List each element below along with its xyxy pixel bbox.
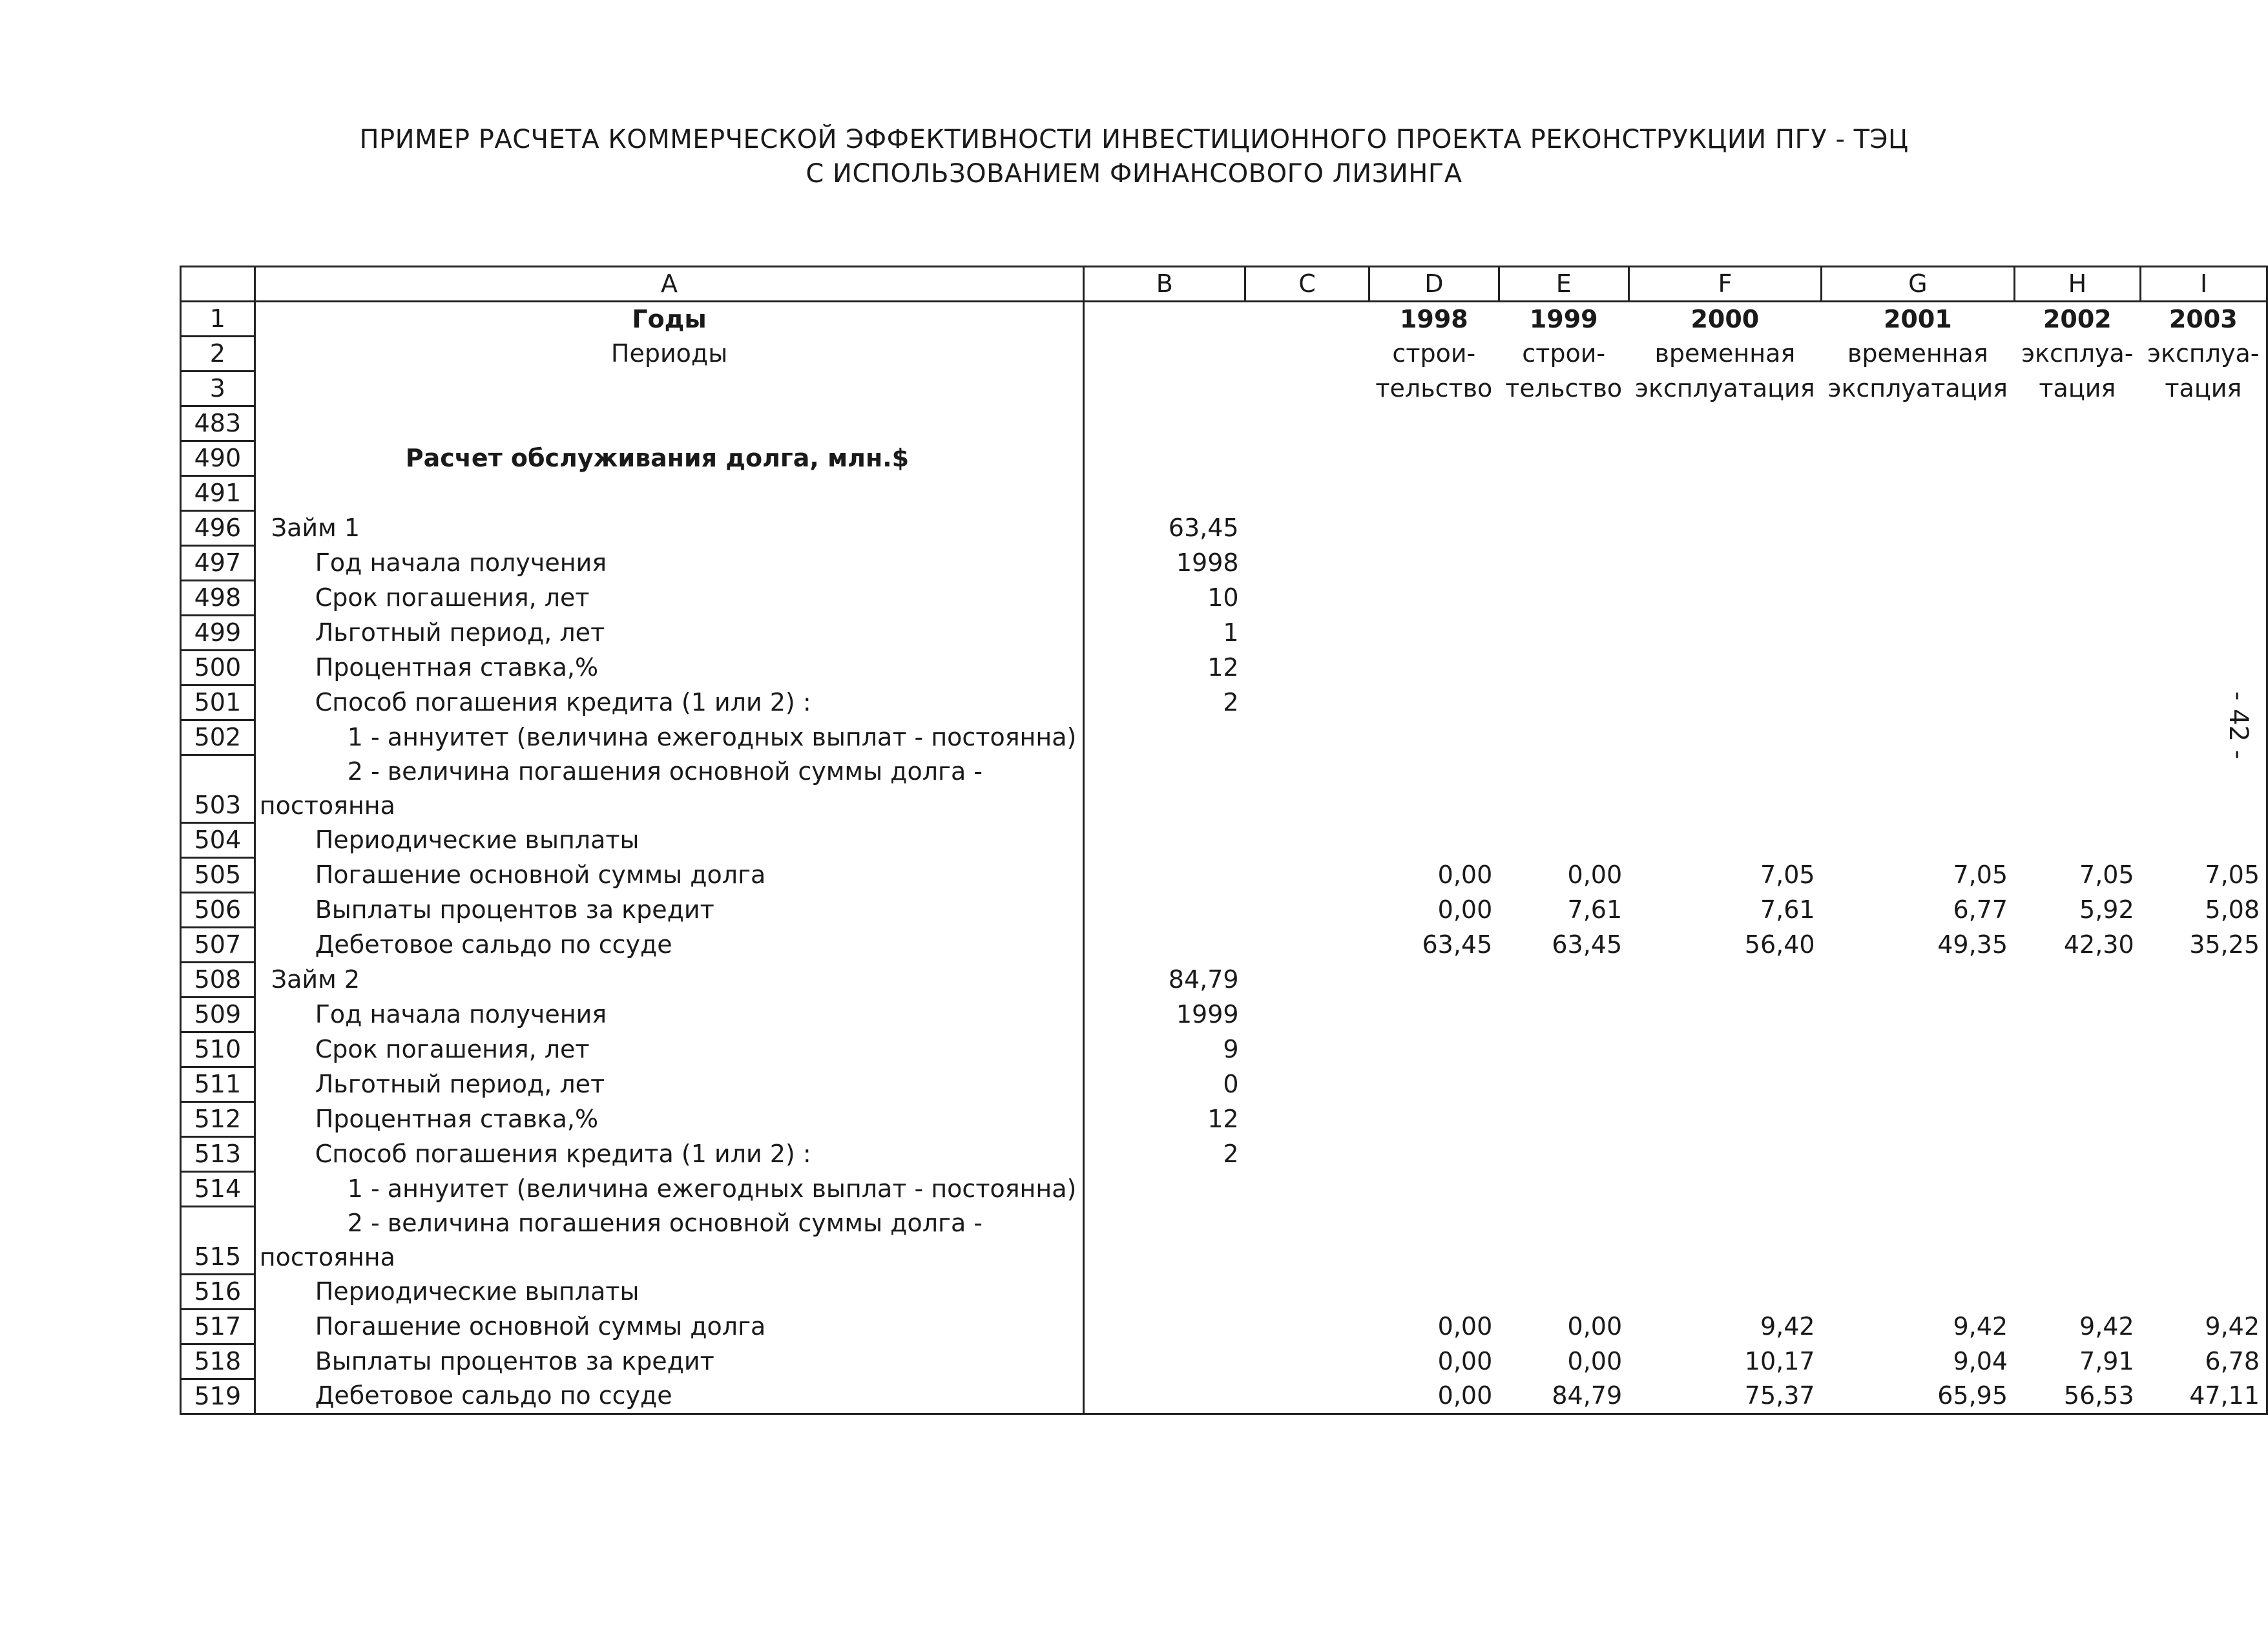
cell-value: 10,17 — [1744, 1347, 1815, 1375]
cell-value: 5,92 — [2079, 895, 2134, 924]
cell-label: Дебетовое сальдо по ссуде — [255, 928, 1084, 963]
row-number[interactable]: 496 — [181, 511, 255, 546]
cell-value: 2 — [1223, 1140, 1239, 1168]
cell-periods-label: Периоды — [255, 337, 1084, 371]
cell-value: 12 — [1207, 653, 1239, 682]
table-row — [181, 685, 2267, 720]
cell-value: 9,42 — [1760, 1312, 1815, 1341]
cell-period: временная — [1654, 339, 1796, 368]
cell-value: 0,00 — [1567, 1347, 1623, 1375]
cell-value: 49,35 — [1937, 930, 2008, 959]
cell-value: 65,95 — [1822, 1379, 2014, 1414]
cell-value: 84,79 — [1499, 1379, 1628, 1414]
row-number[interactable]: 504 — [181, 823, 255, 858]
cell-value: 9 — [1223, 1035, 1239, 1063]
cell-value: 84,79 — [1168, 965, 1239, 994]
cell-label: постоянна — [255, 1240, 1084, 1275]
cell-label: Льготный период, лет — [255, 1067, 1084, 1102]
row-number[interactable]: 516 — [181, 1275, 255, 1310]
cell-year: 2002 — [2043, 304, 2112, 333]
cell-value: 7,05 — [2141, 858, 2267, 893]
row-number[interactable]: 517 — [181, 1310, 255, 1344]
cell-value: 47,11 — [2141, 1379, 2267, 1414]
cell-period: тация — [2039, 374, 2116, 402]
table-row — [181, 476, 2267, 511]
cell-label: Процентная ставка,% — [255, 651, 1084, 685]
cell-year: 2000 — [1691, 304, 1760, 333]
table-row — [181, 1240, 2267, 1275]
cell-label: Срок погашения, лет — [255, 1032, 1084, 1067]
table-row — [181, 823, 2267, 858]
cell-value: 7,61 — [1567, 895, 1623, 924]
table-row — [181, 581, 2267, 616]
cell-value: 2 — [1223, 688, 1239, 716]
cell-year: 1998 — [1399, 304, 1468, 333]
row-number[interactable]: 519 — [181, 1379, 255, 1414]
column-header[interactable]: D — [1369, 267, 1499, 302]
cell-value: 7,05 — [1760, 861, 1815, 889]
row-number[interactable]: 499 — [181, 616, 255, 651]
table-row — [181, 755, 2267, 789]
cell-period: строи- — [1392, 339, 1476, 368]
table-row — [181, 1207, 2267, 1241]
table-row — [181, 1344, 2267, 1379]
table-row — [181, 1310, 2267, 1344]
cell-value: 0,00 — [1567, 1312, 1623, 1341]
row-number[interactable]: 1 — [181, 302, 255, 337]
cell-year: 2003 — [2141, 302, 2267, 337]
cell-label: Процентная ставка,% — [255, 1102, 1084, 1137]
row-number[interactable]: 513 — [181, 1137, 255, 1172]
column-header[interactable]: C — [1245, 267, 1369, 302]
table-row — [181, 406, 2267, 441]
cell-label: Займ 1 — [255, 511, 1084, 546]
corner-cell[interactable] — [181, 267, 255, 302]
cell-period: временная — [1847, 339, 1988, 368]
cell-value: 35,25 — [2141, 928, 2267, 963]
cell-label: 2 - величина погашения основной суммы долга - — [255, 755, 1084, 789]
column-header[interactable]: G — [1822, 267, 2014, 302]
table-row — [181, 511, 2267, 546]
cell-value: 63,45 — [1168, 514, 1239, 542]
spreadsheet-table — [180, 266, 2268, 1415]
cell-value: 12 — [1207, 1105, 1239, 1133]
column-header[interactable]: I — [2141, 267, 2267, 302]
table-row — [181, 546, 2267, 581]
cell-value: 6,78 — [2141, 1344, 2267, 1379]
cell-value: 6,77 — [1953, 895, 2008, 924]
table-row — [181, 1067, 2267, 1102]
table-row — [181, 1172, 2267, 1207]
cell-value: 7,05 — [2079, 861, 2134, 889]
cell-label: Периодические выплаты — [255, 1275, 1084, 1310]
table-row — [181, 1102, 2267, 1137]
column-header-row — [181, 267, 2267, 302]
cell-value: 56,40 — [1744, 930, 1815, 959]
cell-value: 0 — [1223, 1070, 1239, 1098]
cell-label: Погашение основной суммы долга — [255, 1310, 1084, 1344]
cell-period: строи- — [1522, 339, 1606, 368]
table-row — [181, 1379, 2267, 1414]
row-number[interactable]: 518 — [181, 1344, 255, 1379]
cell-label: Периодические выплаты — [255, 823, 1084, 858]
table-row — [181, 1137, 2267, 1172]
table-row — [181, 789, 2267, 823]
cell-label: постоянна — [255, 789, 1084, 823]
table-row — [181, 893, 2267, 928]
row-number[interactable]: 497 — [181, 546, 255, 581]
cell-period: тельство — [1505, 374, 1623, 402]
row-number[interactable]: 508 — [181, 963, 255, 997]
cell-value: 0,00 — [1437, 861, 1493, 889]
row-number[interactable]: 490 — [181, 441, 255, 476]
cell-label: Способ погашения кредита (1 или 2) : — [255, 1137, 1084, 1172]
cell-label: 1 - аннуитет (величина ежегодных выплат - постоянна) — [255, 720, 1084, 755]
cell-label: Год начала получения — [255, 997, 1084, 1032]
cell-value: 0,00 — [1369, 1379, 1499, 1414]
cell-value: 1 — [1223, 618, 1239, 647]
row-number[interactable]: 483 — [181, 406, 255, 441]
row-number[interactable]: 501 — [181, 685, 255, 720]
page-number: - 42 - — [2223, 691, 2253, 760]
cell-value: 9,42 — [1953, 1312, 2008, 1341]
cell-value: 63,45 — [1552, 930, 1623, 959]
row-number[interactable]: 498 — [181, 581, 255, 616]
cell-period: тация — [2141, 371, 2267, 406]
table-row — [181, 963, 2267, 997]
row-number[interactable]: 3 — [181, 371, 255, 406]
column-header[interactable]: B — [1084, 267, 1245, 302]
cell-value: 7,05 — [1953, 861, 2008, 889]
cell-value: 0,00 — [1567, 861, 1623, 889]
cell-value: 1998 — [1176, 548, 1239, 577]
column-header[interactable]: H — [2014, 267, 2141, 302]
cell-label: Займ 2 — [255, 963, 1084, 997]
cell-value: 0,00 — [1437, 895, 1493, 924]
table-row — [181, 651, 2267, 685]
row-number[interactable]: 502 — [181, 720, 255, 755]
row-number[interactable]: 505 — [181, 858, 255, 893]
cell-value: 9,42 — [2079, 1312, 2134, 1341]
row-number[interactable]: 506 — [181, 893, 255, 928]
cell-label: 1 - аннуитет (величина ежегодных выплат - постоянна) — [255, 1172, 1084, 1207]
column-header[interactable]: A — [255, 267, 1084, 302]
section-heading: Расчет обслуживания долга, млн.$ — [255, 441, 1084, 476]
table-row — [181, 720, 2267, 755]
cell-label: Выплаты процентов за кредит — [255, 1344, 1084, 1379]
cell-label: 2 - величина погашения основной суммы долга - — [255, 1207, 1084, 1241]
row-number[interactable]: 510 — [181, 1032, 255, 1067]
table-row — [181, 1275, 2267, 1310]
table-row — [181, 302, 2267, 337]
cell-value: 9,42 — [2141, 1310, 2267, 1344]
table-row — [181, 371, 2267, 406]
cell-value: 42,30 — [2063, 930, 2134, 959]
cell-value: 56,53 — [2014, 1379, 2141, 1414]
cell-label: Льготный период, лет — [255, 616, 1084, 651]
cell-period: эксплуатация — [1827, 374, 2008, 402]
row-number[interactable]: 507 — [181, 928, 255, 963]
row-number[interactable]: 514 — [181, 1172, 255, 1207]
document-title-line1: ПРИМЕР РАСЧЕТА КОММЕРЧЕСКОЙ ЭФФЕКТИВНОСТИ ИНВЕСТИЦИОННОГО ПРОЕКТА РЕКОНСТРУКЦИИ ПГУ - ТЭЦ — [359, 125, 1909, 154]
cell-period: тельство — [1375, 374, 1493, 402]
cell-value: 0,00 — [1437, 1312, 1493, 1341]
cell-period: эксплуа- — [2021, 339, 2134, 368]
table-row — [181, 928, 2267, 963]
row-number[interactable]: 503 — [181, 789, 255, 823]
cell-value: 75,37 — [1628, 1379, 1821, 1414]
cell-period: эксплуатация — [1635, 374, 1815, 402]
row-number[interactable]: 511 — [181, 1067, 255, 1102]
table-row — [181, 1032, 2267, 1067]
row-number[interactable]: 491 — [181, 476, 255, 511]
column-header[interactable]: F — [1628, 267, 1821, 302]
row-number[interactable]: 2 — [181, 337, 255, 371]
cell-years-label: Годы — [255, 302, 1084, 337]
row-number[interactable]: 500 — [181, 651, 255, 685]
table-row — [181, 616, 2267, 651]
table-row — [181, 441, 2267, 476]
cell-year: 1999 — [1529, 304, 1598, 333]
cell-label: Погашение основной суммы долга — [255, 858, 1084, 893]
row-number[interactable]: 512 — [181, 1102, 255, 1137]
cell-value: 63,45 — [1422, 930, 1493, 959]
cell-label: Способ погашения кредита (1 или 2) : — [255, 685, 1084, 720]
table-row — [181, 858, 2267, 893]
cell-value: 10 — [1207, 583, 1239, 612]
cell-label: Срок погашения, лет — [255, 581, 1084, 616]
column-header[interactable]: E — [1499, 267, 1628, 302]
cell-period: эксплуа- — [2141, 337, 2267, 371]
table-row — [181, 337, 2267, 371]
cell-value: 1999 — [1176, 1000, 1239, 1029]
cell-value: 5,08 — [2141, 893, 2267, 928]
cell-year: 2001 — [1883, 304, 1952, 333]
cell-label: Выплаты процентов за кредит — [255, 893, 1084, 928]
cell-label: Год начала получения — [255, 546, 1084, 581]
cell-value: 0,00 — [1437, 1347, 1493, 1375]
cell-value: 9,04 — [1953, 1347, 2008, 1375]
row-number[interactable]: 509 — [181, 997, 255, 1032]
cell-value: 7,91 — [2079, 1347, 2134, 1375]
document-title-line2: С ИСПОЛЬЗОВАНИЕМ ФИНАНСОВОГО ЛИЗИНГА — [806, 159, 1462, 189]
cell-value: 7,61 — [1760, 895, 1815, 924]
table-row — [181, 997, 2267, 1032]
cell-label: Дебетовое сальдо по ссуде — [255, 1379, 1084, 1414]
row-number[interactable]: 515 — [181, 1240, 255, 1275]
